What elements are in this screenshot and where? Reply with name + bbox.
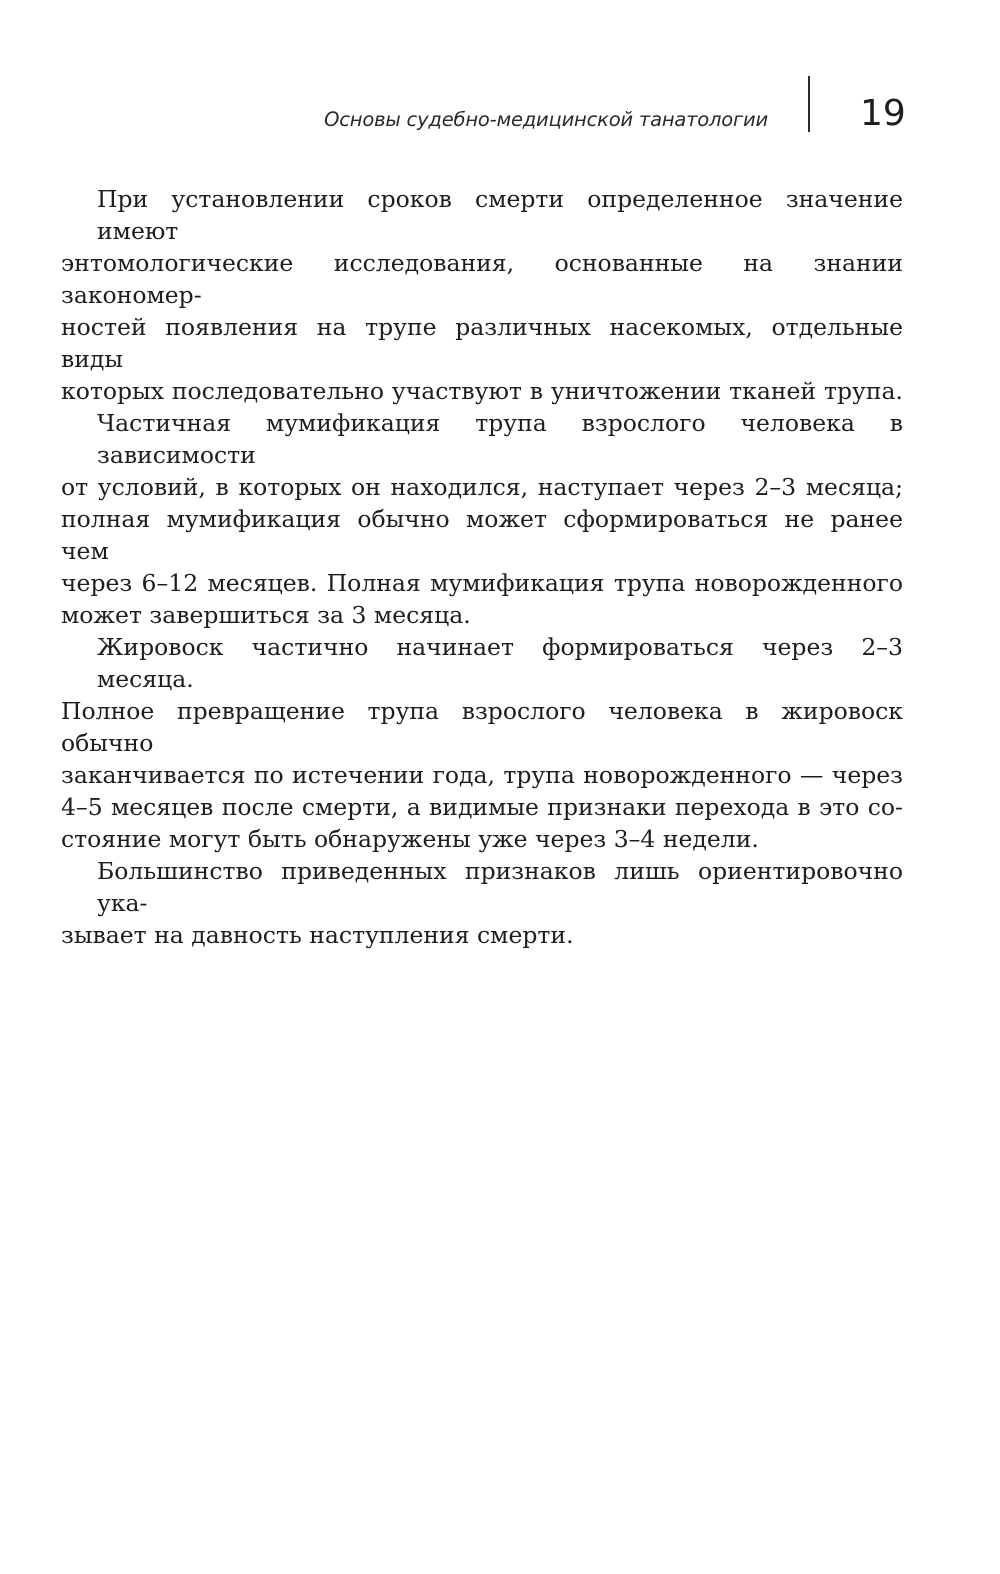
running-header: Основы судебно-медицинской танатологии: [324, 108, 768, 131]
text-line: стояние могут быть обнаружены уже через 3–4 недели.: [61, 825, 759, 853]
text-line: ностей появления на трупе различных насекомых, отдельные виды: [61, 313, 903, 373]
text-line: Частичная мумификация трупа взрослого человека в зависимости: [97, 409, 903, 469]
page-number: 19: [860, 93, 906, 134]
text-line: может завершиться за 3 месяца.: [61, 601, 471, 629]
text-line: 4–5 месяцев после смерти, а видимые признаки перехода в это со-: [61, 793, 903, 821]
text-line: Жировоск частично начинает формироваться через 2–3 месяца.: [97, 633, 903, 693]
header-divider: [808, 76, 810, 132]
text-line: заканчивается по истечении года, трупа новорожденного — через: [61, 761, 903, 789]
paragraph-4: [61, 855, 903, 951]
text-line: зывает на давность наступления смерти.: [61, 921, 574, 949]
paragraph-1: [61, 183, 903, 407]
text-line: Полное превращение трупа взрослого человека в жировоск обычно: [61, 697, 903, 757]
text-line: от условий, в которых он находился, наступает через 2–3 месяца;: [61, 473, 903, 501]
text-line: При установлении сроков смерти определенное значение имеют: [97, 185, 903, 245]
text-line: Большинство приведенных признаков лишь ориентировочно ука-: [97, 857, 903, 917]
text-line: энтомологические исследования, основанные на знании закономер-: [61, 249, 903, 309]
text-line: через 6–12 месяцев. Полная мумификация трупа новорожденного: [61, 569, 903, 597]
body-text: [61, 183, 903, 951]
text-line: которых последовательно участвуют в уничтожении тканей трупа.: [61, 377, 903, 405]
paragraph-2: [61, 407, 903, 631]
paragraph-3: [61, 631, 903, 855]
text-line: полная мумификация обычно может сформироваться не ранее чем: [61, 505, 903, 565]
